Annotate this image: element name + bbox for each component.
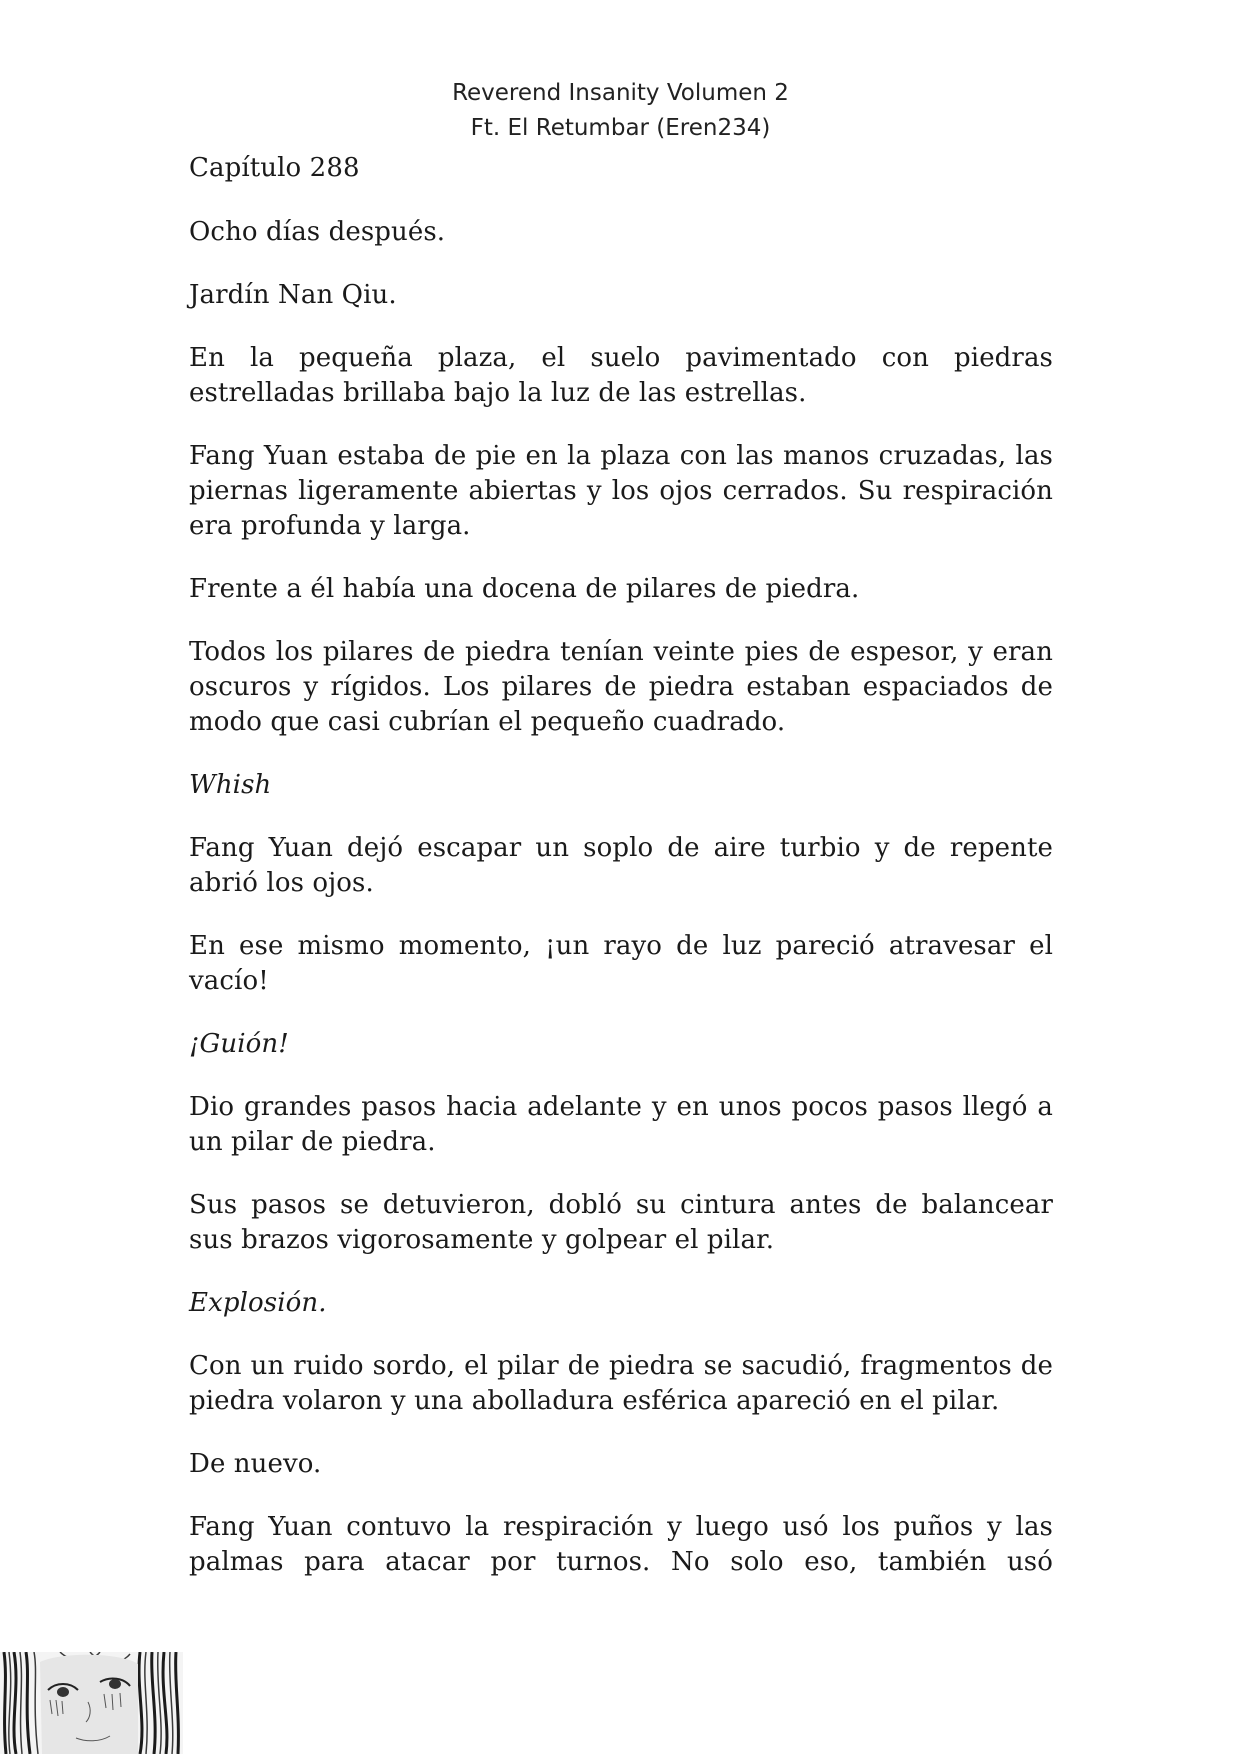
header-credit-line: Ft. El Retumbar (Eren234) <box>470 115 771 141</box>
sound-effect-paragraph: Explosión. <box>189 1288 327 1318</box>
paragraph: Con un ruido sordo, el pilar de piedra se sacudió, fragmentos de piedra volaron y una abolladura esférica apareció en el pilar. <box>189 1351 1053 1416</box>
chapter-title: Capítulo 288 <box>189 153 360 183</box>
header-title-line: Reverend Insanity Volumen 2 <box>452 80 789 106</box>
paragraph: En ese mismo momento, ¡un rayo de luz pareció atravesar el vacío! <box>189 931 1053 996</box>
corner-portrait-illustration <box>0 1652 183 1754</box>
paragraph: Ocho días después. <box>189 217 446 247</box>
paragraph: Frente a él había una docena de pilares de piedra. <box>189 574 860 604</box>
paragraph: Dio grandes pasos hacia adelante y en unos pocos pasos llegó a un pilar de piedra. <box>189 1092 1053 1157</box>
sound-effect-paragraph: ¡Guión! <box>189 1029 289 1059</box>
document-body <box>189 151 1053 1580</box>
paragraph: De nuevo. <box>189 1449 322 1479</box>
paragraph: Fang Yuan estaba de pie en la plaza con las manos cruzadas, las piernas ligeramente abiertas y los ojos cerrados. Su respiración era profunda y larga. <box>189 441 1053 541</box>
sound-effect-paragraph: Whish <box>189 770 272 800</box>
page-header <box>0 76 1241 146</box>
paragraph: Jardín Nan Qiu. <box>189 280 397 310</box>
paragraph: Fang Yuan contuvo la respiración y luego usó los puños y las palmas para atacar por turnos. No solo eso, también usó <box>189 1512 1053 1577</box>
paragraph: En la pequeña plaza, el suelo pavimentado con piedras estrelladas brillaba bajo la luz de las estrellas. <box>189 343 1053 408</box>
paragraph: Sus pasos se detuvieron, dobló su cintura antes de balancear sus brazos vigorosamente y golpear el pilar. <box>189 1190 1053 1255</box>
paragraph: Todos los pilares de piedra tenían veinte pies de espesor, y eran oscuros y rígidos. Los pilares de piedra estaban espaciados de modo que casi cubrían el pequeño cuadrado. <box>189 637 1053 737</box>
paragraph: Fang Yuan dejó escapar un soplo de aire turbio y de repente abrió los ojos. <box>189 833 1053 898</box>
